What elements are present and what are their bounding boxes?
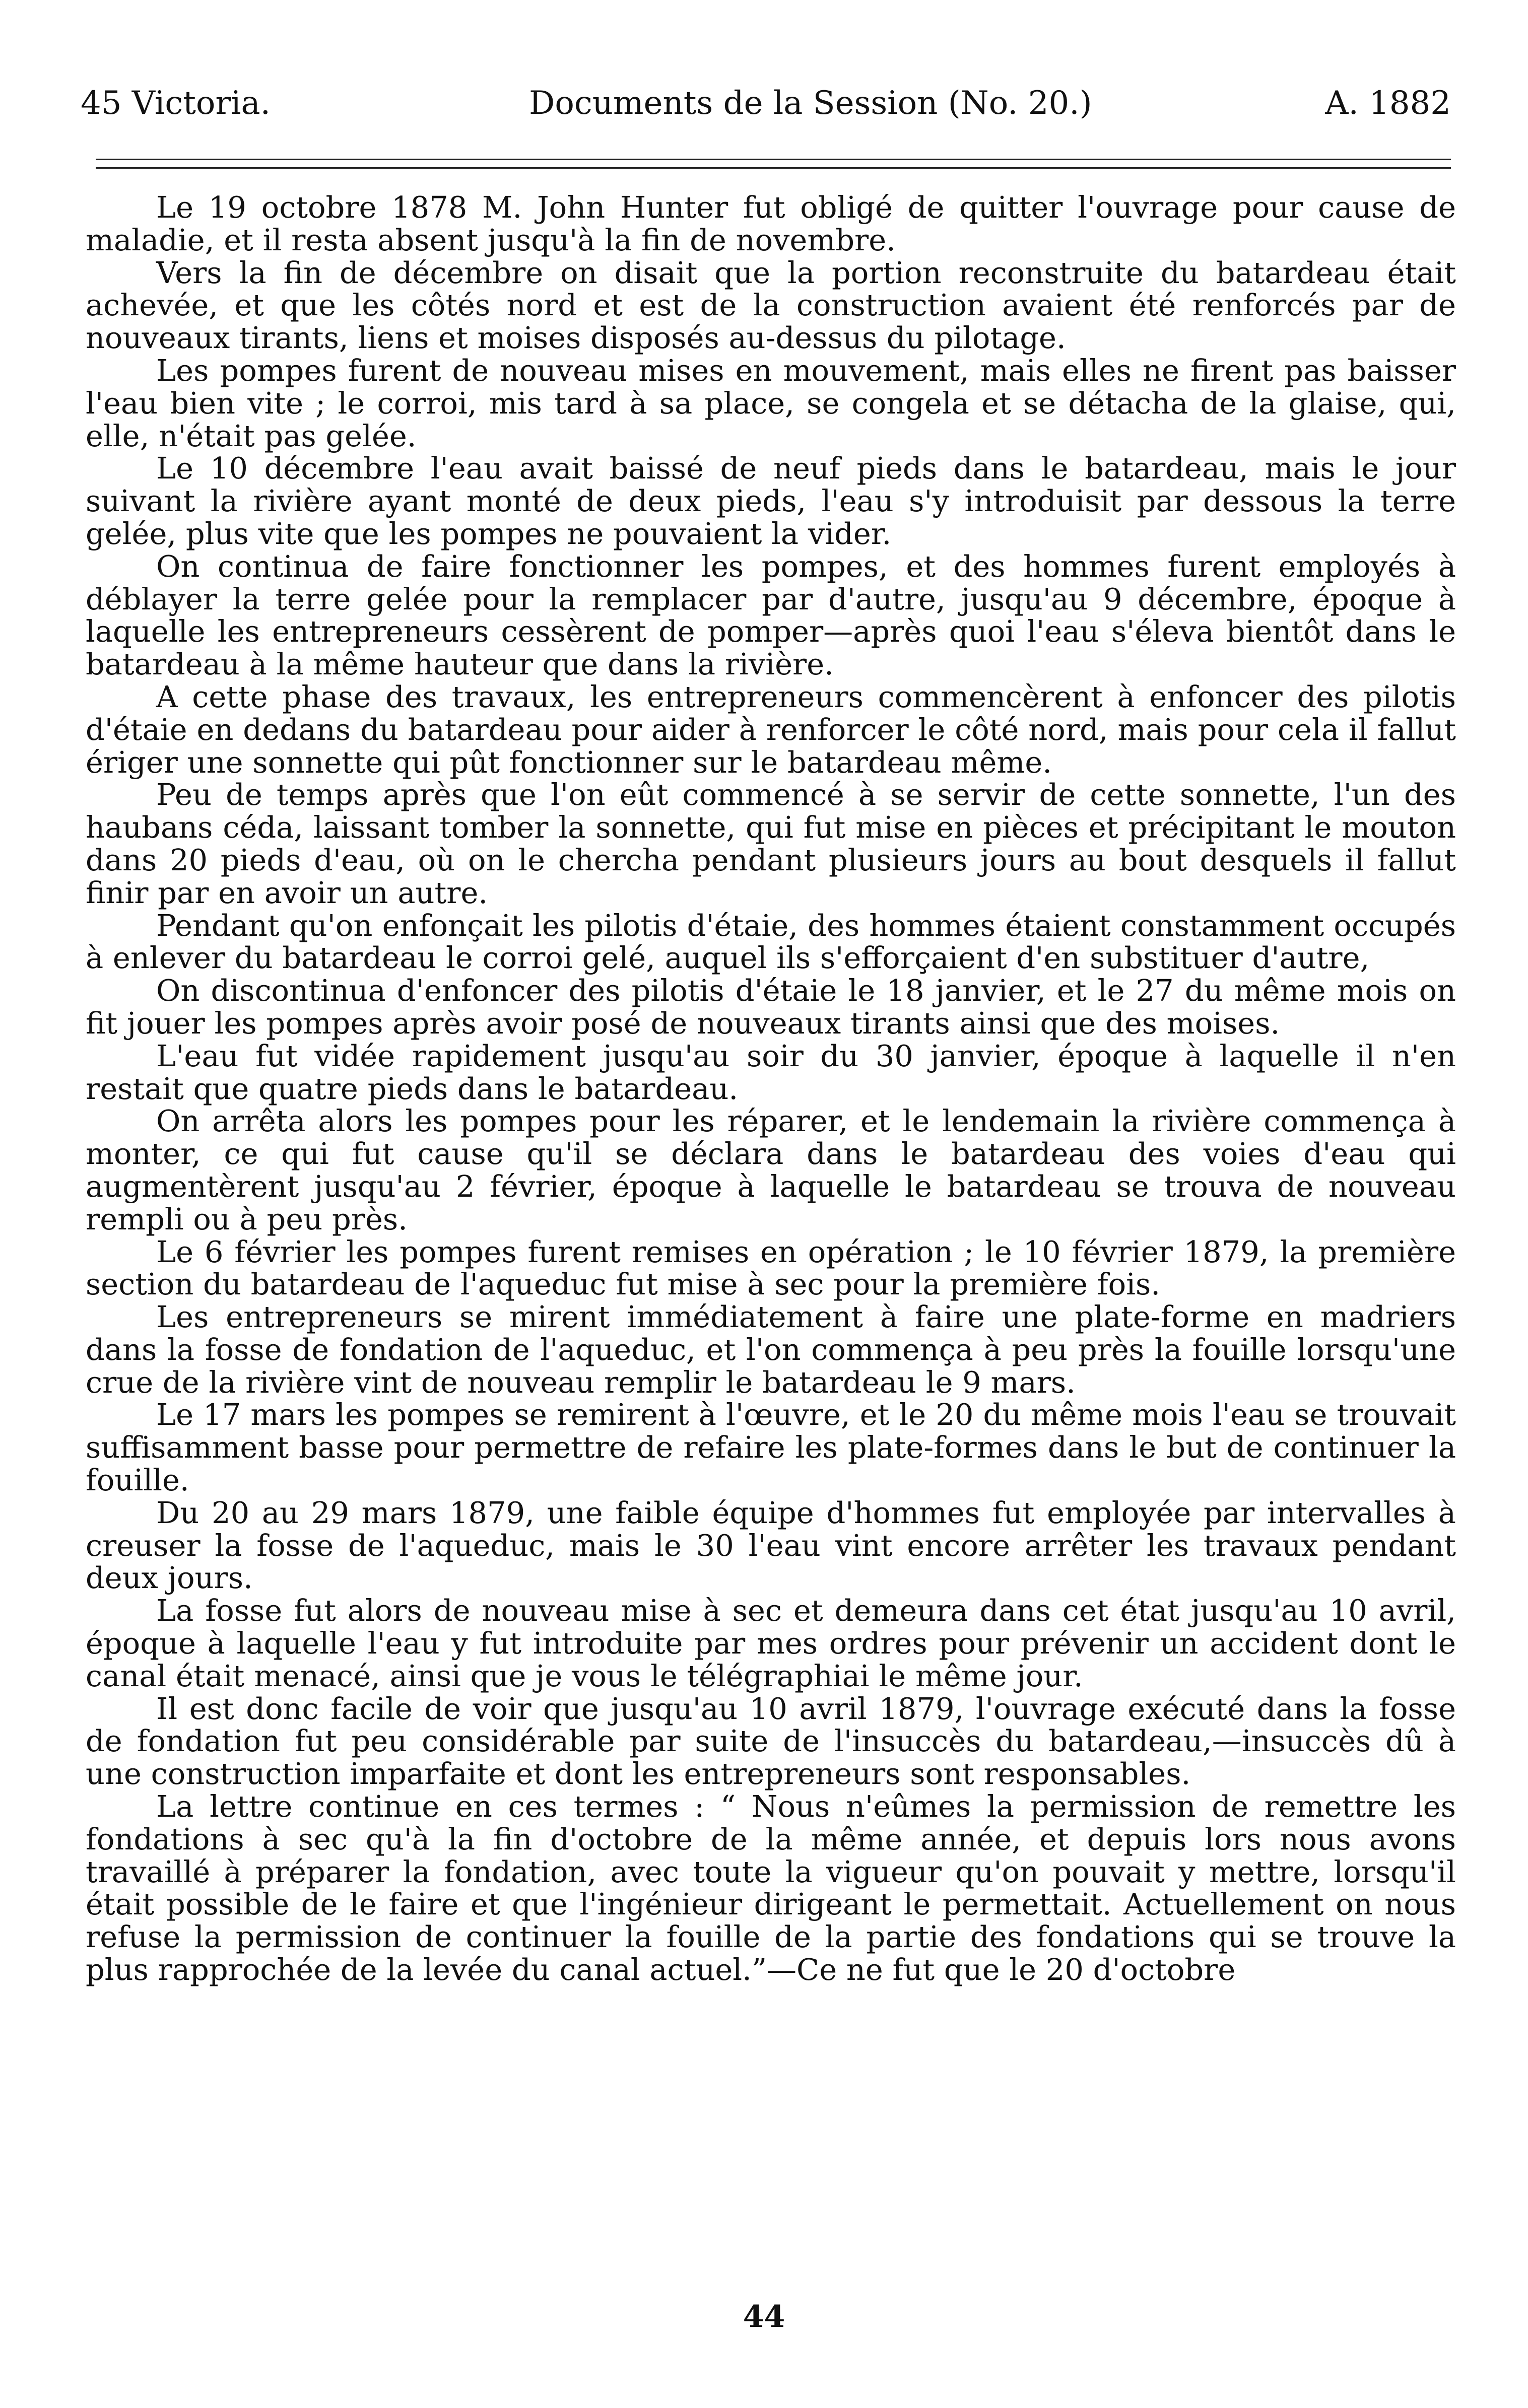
paragraph: La lettre continue en ces termes : “ Nous n'eûmes la permission de remettre les fondations à sec qu'à la fin d'octobre de la même année, et depuis lors nous avons travaillé à préparer la fondation, avec toute la vigueur qu'on pouvait y mettre, lorsqu'il était possible de le faire et que l'ingénieur dirigeant le permettait. Actuellement on nous refuse la permission de continuer la fouille de la partie des fondations qui se trouve la plus rapprochée de la levée du canal actuel.”—Ce ne fut que le 20 d'octobre	[86, 1789, 1456, 1987]
paragraph: Le 6 février les pompes furent remises en opération ; le 10 février 1879, la première section du batardeau de l'aqueduc fut mise à sec pour la première fois.	[86, 1234, 1456, 1302]
paragraph: Les pompes furent de nouveau mises en mouvement, mais elles ne firent pas baisser l'eau bien vite ; le corroi, mis tard à sa place, se congela et se détacha de la glaise, qui, elle, n'était pas gelée.	[86, 353, 1456, 453]
running-header	[81, 76, 1451, 131]
paragraph: On discontinua d'enfoncer des pilotis d'étaie le 18 janvier, et le 27 du même mois on fit jouer les pompes après avoir posé de nouveaux tirants ainsi que des moises.	[86, 973, 1456, 1041]
paragraph: La fosse fut alors de nouveau mise à sec et demeura dans cet état jusqu'au 10 avril, époque à laquelle l'eau y fut introduite par mes ordres pour prévenir un accident dont le canal était menacé, ainsi que je vous le télégraphiai le même jour.	[86, 1593, 1456, 1693]
paragraph: Du 20 au 29 mars 1879, une faible équipe d'hommes fut employée par intervalles à creuser la fosse de l'aqueduc, mais le 30 l'eau vint encore arrêter les travaux pendant deux jours.	[86, 1495, 1456, 1596]
paragraph: Le 17 mars les pompes se remirent à l'œuvre, et le 20 du même mois l'eau se trouvait suffisamment basse pour permettre de refaire les plate-formes dans le but de continuer la fouille.	[86, 1397, 1456, 1498]
header-double-rule	[96, 159, 1451, 169]
paragraph: A cette phase des travaux, les entrepreneurs commencèrent à enfoncer des pilotis d'étaie en dedans du batardeau pour aider à renforcer le côté nord, mais pour cela il fallut ériger une sonnette qui pût fonctionner sur le batardeau même.	[86, 679, 1456, 780]
paragraph: Vers la fin de décembre on disait que la portion reconstruite du batardeau était achevée, et que les côtés nord et est de la construction avaient été renforcés par de nouveaux tirants, liens et moises disposés au-dessus du pilotage.	[86, 255, 1456, 356]
paragraph: Le 19 octobre 1878 M. John Hunter fut obligé de quitter l'ouvrage pour cause de maladie, et il resta absent jusqu'à la fin de novembre.	[86, 190, 1456, 257]
paragraph: Peu de temps après que l'on eût commencé à se servir de cette sonnette, l'un des haubans céda, laissant tomber la sonnette, qui fut mise en pièces et précipitant le mouton dans 20 pieds d'eau, où on le chercha pendant plusieurs jours au bout desquels il fallut finir par en avoir un autre.	[86, 777, 1456, 910]
header-reign: 45 Victoria.	[81, 85, 271, 122]
page-number: 44	[743, 2299, 785, 2334]
paragraph: Pendant qu'on enfonçait les pilotis d'étaie, des hommes étaient constamment occupés à enlever du batardeau le corroi gelé, auquel ils s'efforçaient d'en substituer d'autre,	[86, 908, 1456, 976]
paragraph: Les entrepreneurs se mirent immédiatement à faire une plate-forme en madriers dans la fosse de fondation de l'aqueduc, et l'on commença à peu près la fouille lorsqu'une crue de la rivière vint de nouveau remplir le batardeau le 9 mars.	[86, 1299, 1456, 1400]
paragraph: L'eau fut vidée rapidement jusqu'au soir du 30 janvier, époque à laquelle il n'en restait que quatre pieds dans le batardeau.	[86, 1038, 1456, 1106]
paragraph: Il est donc facile de voir que jusqu'au 10 avril 1879, l'ouvrage exécuté dans la fosse de fondation fut peu considérable par suite de l'insuccès du batardeau,—insuccès dû à une construction imparfaite et dont les entrepreneurs sont responsables.	[86, 1691, 1456, 1792]
body-text	[86, 191, 1456, 1986]
paragraph: On continua de faire fonctionner les pompes, et des hommes furent employés à déblayer la terre gelée pour la remplacer par d'autre, jusqu'au 9 décembre, époque à laquelle les entrepreneurs cessèrent de pomper—après quoi l'eau s'éleva bientôt dans le batardeau à la même hauteur que dans la rivière.	[86, 548, 1456, 682]
paragraph: Le 10 décembre l'eau avait baissé de neuf pieds dans le batardeau, mais le jour suivant la rivière ayant monté de deux pieds, l'eau s'y introduisit par dessous la terre gelée, plus vite que les pompes ne pouvaient la vider.	[86, 451, 1456, 551]
header-year: A. 1882	[1325, 85, 1451, 122]
header-title: Documents de la Session (No. 20.)	[529, 85, 1092, 122]
paragraph: On arrêta alors les pompes pour les réparer, et le lendemain la rivière commença à monter, ce qui fut cause qu'il se déclara dans le batardeau des voies d'eau qui augmentèrent jusqu'au 2 février, époque à laquelle le batardeau se trouva de nouveau rempli ou à peu près.	[86, 1104, 1456, 1236]
